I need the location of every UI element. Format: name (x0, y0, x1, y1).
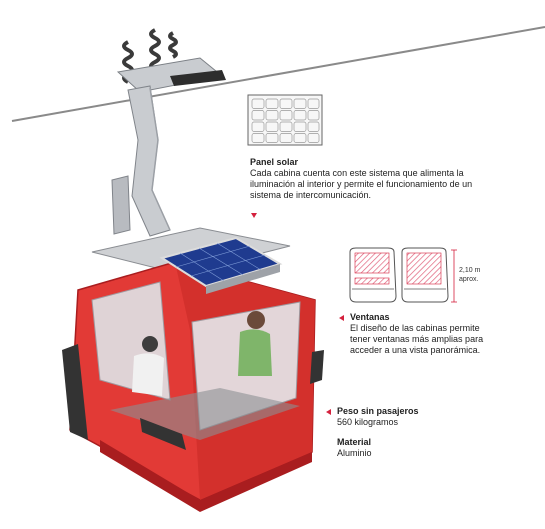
windows-callout (350, 312, 490, 356)
solar-title: Panel solar (250, 157, 299, 167)
material-title: Material (337, 437, 372, 447)
material-callout (337, 437, 497, 459)
window-diagram-new (402, 248, 448, 302)
height-label (459, 266, 480, 284)
windows-marker-icon (339, 315, 344, 321)
solar-body: Cada cabina cuenta con este sistema que alimenta la iluminación al interior y permite el funcionamiento de un sistema de intercomunicación. (250, 168, 473, 200)
windows-title: Ventanas (350, 312, 390, 322)
solar-panel-detail (248, 95, 322, 145)
height-value: 2,10 m (459, 267, 481, 274)
height-dimension-line (451, 250, 457, 302)
windows-body: El diseño de las cabinas permite tener ventanas más amplias para acceder a una vista panorámica. (350, 323, 484, 355)
weight-value: 560 kilogramos (337, 417, 399, 427)
solar-callout (250, 157, 495, 201)
hanger-arm (128, 86, 170, 236)
weight-callout (337, 406, 497, 428)
solar-marker-icon (251, 213, 257, 218)
window-diagram-old (350, 248, 396, 302)
height-note: aprox. (459, 276, 479, 283)
material-value: Aluminio (337, 448, 372, 458)
weight-marker-icon (326, 409, 331, 415)
weight-title: Peso sin pasajeros (337, 406, 419, 416)
hanger-brace (112, 176, 130, 234)
bumper-right (310, 350, 324, 384)
